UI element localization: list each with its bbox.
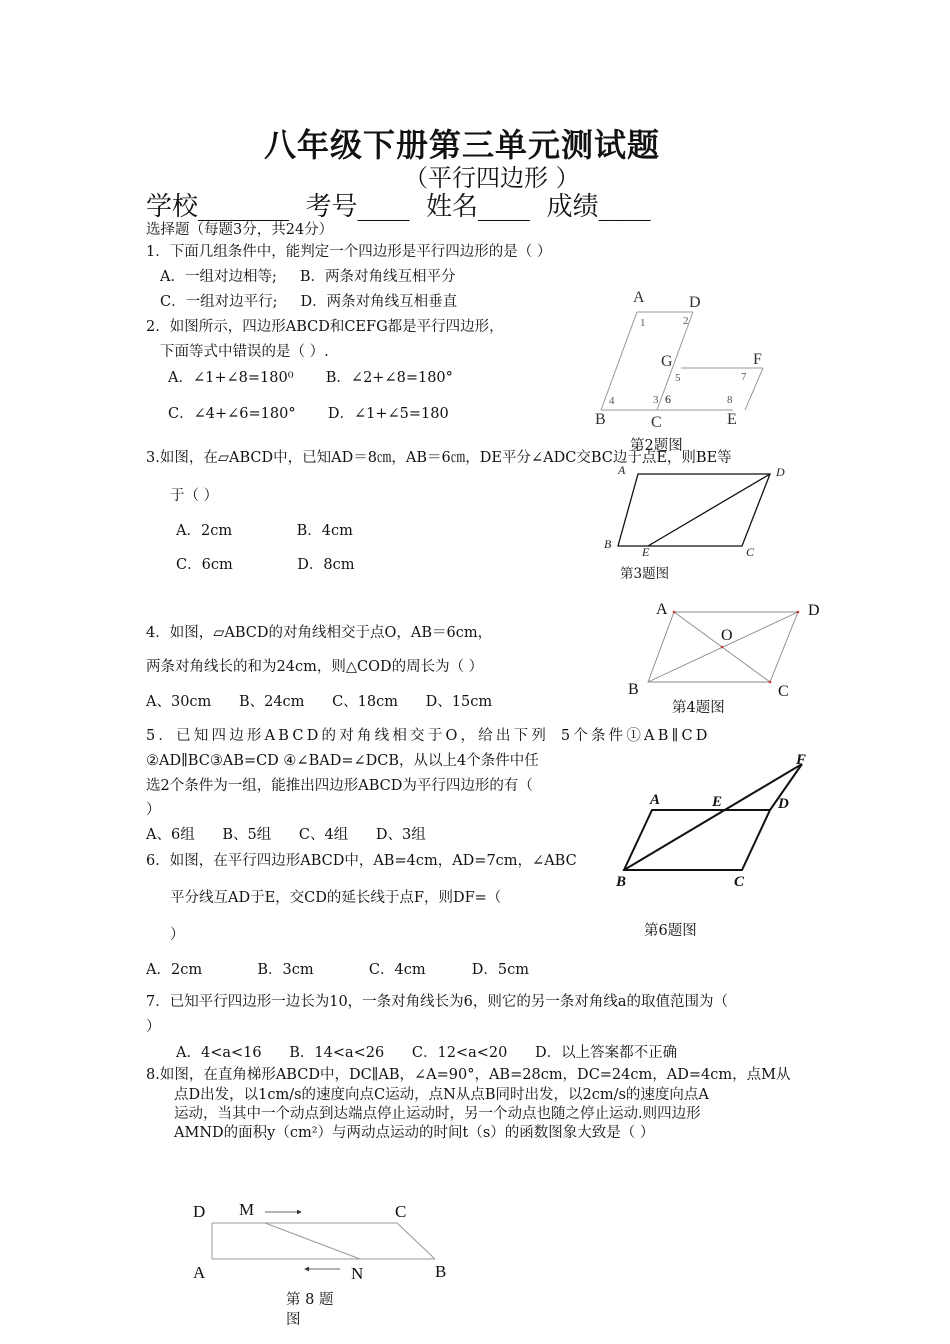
q5-line3: 选2个条件为一组，能推出四边形ABCD为平行四边形的有（ <box>146 778 533 794</box>
q2-options-cd: C．∠4+∠6=180° D．∠1+∠5=180 <box>168 406 449 422</box>
q2-label-d: D <box>689 294 701 311</box>
q2-figure <box>585 282 785 452</box>
q5-line2: ②AD∥BC③AB=CD ④∠BAD=∠DCB，从以上4个条件中任 <box>146 753 539 769</box>
q4-label-b: B <box>628 681 639 698</box>
q4-label-a: A <box>656 601 668 618</box>
q2-stem2: 下面等式中错误的是（ ）. <box>160 344 329 360</box>
q2-caption: 第2题图 <box>630 438 683 454</box>
q2-label-c: C <box>651 414 662 431</box>
q1-stem: 1．下面几组条件中，能判定一个四边形是平行四边形的是（ ） <box>146 244 552 260</box>
q3-options-cd: C．6cm D．8cm <box>176 557 355 573</box>
q2-angle-5: 5 <box>675 372 681 384</box>
q8-label-d: D <box>193 1202 206 1221</box>
q4-figure <box>620 596 830 701</box>
q2-angle-8: 8 <box>727 394 733 406</box>
q2-angle-7: 7 <box>741 371 747 383</box>
q2-label-b: B <box>595 411 606 428</box>
q1-options-cd: C．一组对边平行; D．两条对角线互相垂直 <box>160 294 458 310</box>
q5-line4: ） <box>146 802 161 818</box>
q2-label-g: G <box>661 353 673 370</box>
q7-options: A．4<a<16 B．14<a<26 C．12<a<20 D．以上答案都不正确 <box>176 1045 678 1061</box>
q6-options: A．2cm B．3cm C．4cm D．5cm <box>146 962 529 978</box>
q8-label-a: A <box>193 1263 206 1282</box>
q8-figure <box>185 1195 465 1290</box>
q8-label-n: N <box>351 1264 364 1283</box>
q6-stem3: ） <box>170 927 185 943</box>
q3-label-a: A <box>618 463 626 477</box>
q1-options-ab: A．一组对边相等; B．两条对角线互相平分 <box>160 269 456 285</box>
section-heading: 选择题（每题3分，共24分） <box>146 222 334 238</box>
q6-label-e: E <box>712 794 723 810</box>
q4-caption: 第4题图 <box>672 700 725 716</box>
q2-stem: 2．如图所示，四边形ABCD和CEFG都是平行四边形， <box>146 319 504 335</box>
q7-stem: 7．已知平行四边形一边长为10，一条对角线长为6，则它的另一条对角线a的取值范围为（ <box>146 994 729 1010</box>
q4-stem2: 两条对角线长的和为24cm，则△COD的周长为（ ） <box>146 659 484 675</box>
page-title: 八年级下册第三单元测试题 <box>264 126 661 164</box>
q8-label-b: B <box>435 1262 447 1281</box>
q4-stem: 4．如图，▱ABCD的对角线相交于点O，AB＝6cm， <box>146 625 493 641</box>
q6-label-f: F <box>796 752 807 768</box>
q3-label-e: E <box>642 545 650 559</box>
student-info-line: 学校_______ 考号____ 姓名____ 成绩____ <box>146 192 651 222</box>
q6-label-d: D <box>778 796 789 812</box>
q4-label-c: C <box>778 683 789 700</box>
q8-line2: 点D出发，以1cm/s的速度向点C运动，点N从点B同时出发，以2cm/s的速度向点A <box>174 1087 709 1103</box>
q6-stem: 6．如图，在平行四边形ABCD中，AB=4cm，AD=7cm，∠ABC <box>146 853 577 869</box>
q8-line1: 8.如图，在直角梯形ABCD中，DC∥AB，∠A=90°，AB=28cm，DC=24cm，AD=4cm，点M从 <box>146 1067 791 1083</box>
q6-label-b: B <box>616 874 627 890</box>
q3-stem: 3.如图，在▱ABCD中，已知AD＝8㎝，AB＝6㎝，DE平分∠ADC交BC边于点E，则BE等 <box>146 450 732 466</box>
q5-line1: 5．已知四边形ABCD的对角线相交于O，给出下列 5个条件①AB∥CD <box>146 728 711 744</box>
q8-line3: 运动，当其中一个动点到达端点停止运动时，另一个动点也随之停止运动.则四边形 <box>174 1106 701 1122</box>
q2-angle-4: 4 <box>609 395 615 407</box>
q5-options: A、6组 B、5组 C、4组 D、3组 <box>146 827 426 843</box>
q3-stem2: 于（ ） <box>170 488 219 504</box>
q2-angle-1: 1 <box>640 317 646 329</box>
q6-label-a: A <box>650 792 661 808</box>
q3-label-c: C <box>746 545 755 559</box>
q6-figure <box>606 752 816 892</box>
q6-caption: 第6题图 <box>644 923 697 939</box>
q6-stem2: 平分线互AD于E，交CD的延长线于点F，则DF=（ <box>170 890 502 906</box>
q8-line4: AMND的面积y（cm²）与两动点运动的时间t（s）的函数图象大致是（ ） <box>174 1125 655 1141</box>
q8-label-m: M <box>239 1200 255 1219</box>
q4-label-o: O <box>721 627 733 644</box>
q2-angle-2: 2 <box>683 315 689 327</box>
q3-label-b: B <box>604 537 612 551</box>
page-subtitle: （平行四边形 ） <box>404 164 580 192</box>
q2-options-ab: A．∠1+∠8=180⁰ B．∠2+∠8=180° <box>168 370 453 386</box>
q3-options-ab: A．2cm B．4cm <box>176 523 353 539</box>
q2-angle-6: 6 <box>665 392 671 406</box>
q2-angle-3: 3 <box>653 394 659 406</box>
q7-stem2: ） <box>146 1019 161 1035</box>
q4-options: A、30cm B、24cm C、18cm D、15cm <box>146 694 493 710</box>
q2-label-a: A <box>633 289 645 306</box>
q8-label-c: C <box>395 1202 407 1221</box>
q3-caption: 第3题图 <box>620 566 670 582</box>
q2-label-f: F <box>753 351 762 368</box>
q4-label-d: D <box>808 602 820 619</box>
q3-figure <box>596 460 796 565</box>
q3-label-d: D <box>776 465 785 479</box>
q8-caption-2: 图 <box>286 1312 301 1328</box>
q6-label-c: C <box>734 874 745 890</box>
q8-caption: 第 8 题 <box>286 1292 334 1308</box>
q2-label-e: E <box>727 411 737 428</box>
